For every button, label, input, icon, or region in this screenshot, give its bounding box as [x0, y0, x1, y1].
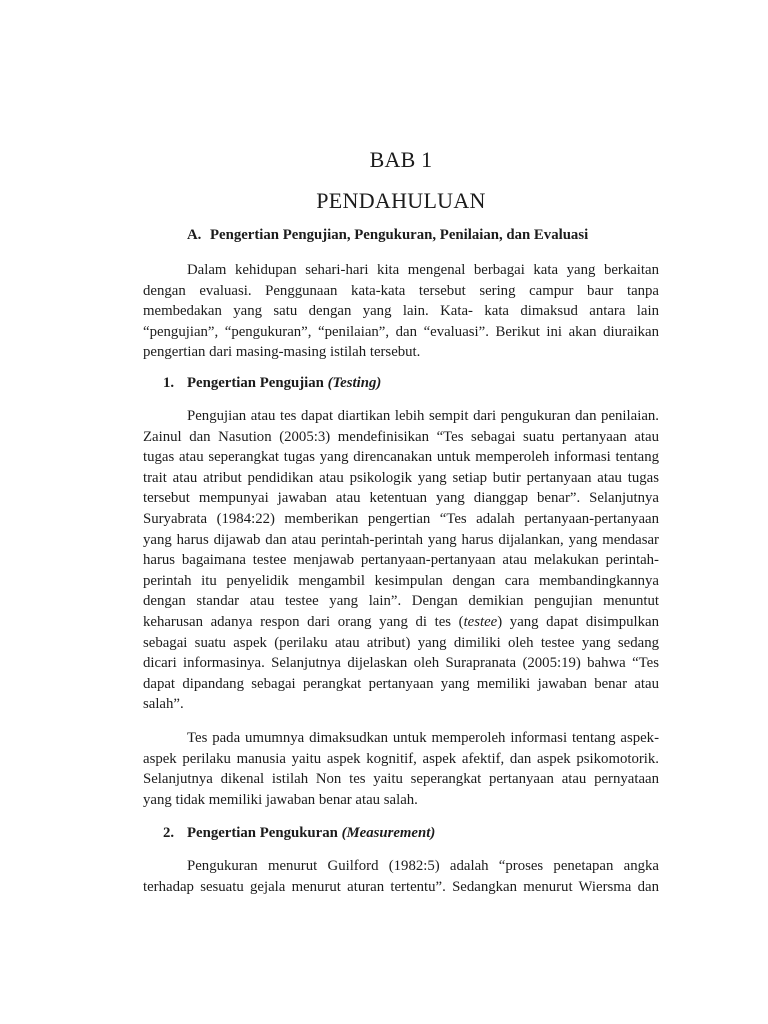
- text-line: tugas atau seperangkat tugas yang direncanakan untuk memperoleh informasi tentang: [143, 449, 659, 466]
- text-line: dengan standar atau testee yang lain”. Dengan demikian pengujian menuntut: [143, 593, 659, 610]
- text-line: terhadap sesuatu gejala menurut aturan tertentu”. Sedangkan menurut Wiersma dan: [143, 878, 659, 895]
- text-line: Tes pada umumnya dimaksudkan untuk memperoleh informasi tentang aspek-: [187, 730, 659, 746]
- text-line: dengan evaluasi. Penggunaan kata-kata tersebut sering campur baur tanpa: [143, 282, 659, 299]
- text-segment: ) yang dapat disimpulkan: [497, 613, 659, 630]
- subsection-title: [187, 373, 381, 394]
- text-line: perintah itu penyelidik mengambil kesimpulan dengan cara membandingkannya: [143, 572, 659, 589]
- subsection-heading-testing: [143, 373, 659, 394]
- text-line: salah”.: [143, 696, 184, 713]
- text-line: tersebut mempunyai jawaban atau ketentuan yang dianggap benar”. Selanjutnya: [143, 490, 659, 507]
- text-line: Pengukuran menurut Guilford (1982:5) adalah “proses penetapan angka: [187, 858, 659, 874]
- text-line: Dalam kehidupan sehari-hari kita mengenal berbagai kata yang berkaitan: [187, 262, 659, 278]
- subsection-title-text: Pengertian Pengujian: [187, 375, 324, 391]
- text-line: Suryabrata (1984:22) memberikan pengertian “Tes adalah pertanyaan-pertanyaan: [143, 510, 659, 527]
- subsection-title-text: Pengertian Pengukuran: [187, 825, 338, 841]
- text-line: Selanjutnya dikenal istilah Non tes yaitu seperangkat pertanyaan atau pernyataan: [143, 771, 659, 788]
- text-line: sebagai suatu aspek (perilaku atau atribut) yang dimiliki oleh testee yang sedang: [143, 634, 659, 651]
- text-line: pengertian dari masing-masing istilah tersebut.: [143, 344, 421, 361]
- section-title: Pengertian Pengujian, Pengukuran, Penilaian, dan Evaluasi: [210, 227, 589, 243]
- text-line: dicari informasinya. Selanjutnya dijelaskan oleh Surapranata (2005:19) bahwa “Tes: [143, 655, 659, 672]
- subsection-marker: 1.: [163, 375, 175, 391]
- text-line: aspek perilaku manusia yaitu aspek kognitif, aspek afektif, dan aspek psikomotorik.: [143, 750, 659, 767]
- text-line: [143, 612, 659, 633]
- text-line: yang harus dijawab dan atau perintah-perintah yang harus dijalankan, yang mendasar: [143, 531, 659, 548]
- text-segment: keharusan adanya respon dari orang yang di tes (: [143, 613, 464, 630]
- text-line: Pengujian atau tes dapat diartikan lebih sempit dari pengukuran dan penilaian.: [187, 408, 659, 424]
- text-line: Zainul dan Nasution (2005:3) mendefinisikan “Tes sebagai suatu pertanyaan atau: [143, 428, 659, 445]
- section-heading-a: [143, 225, 659, 246]
- subsection-term: (Testing): [327, 375, 382, 391]
- paragraph-testing-definition: [143, 406, 659, 715]
- italic-term: testee: [463, 613, 498, 630]
- text-line: yang tidak memiliki jawaban benar atau salah.: [143, 791, 418, 808]
- paragraph-measurement-definition: [143, 856, 659, 897]
- subsection-heading-measurement: [143, 823, 659, 844]
- chapter-number: BAB 1: [369, 147, 433, 172]
- subsection-marker: 2.: [163, 825, 175, 841]
- text-line: trait atau atribut pendidikan atau psikologik yang setiap butir pertanyaan atau tugas: [143, 469, 659, 486]
- paragraph-intro: [143, 260, 659, 363]
- subsection-title: [187, 823, 435, 844]
- text-line: dapat dipandang sebagai perangkat pertanyaan yang memiliki jawaban benar atau: [143, 675, 659, 692]
- text-line: membedakan yang satu dengan yang lain. Kata- kata dimaksud antara lain: [143, 303, 659, 320]
- text-line: “pengujian”, “pengukuran”, “penilaian”, dan “evaluasi”. Berikut ini akan diuraikan: [143, 323, 659, 340]
- section-marker: A.: [187, 227, 202, 243]
- text-line: harus bagaimana testee menjawab pertanyaan-pertanyaan atau melakukan perintah-: [143, 552, 659, 569]
- paragraph-testing-aspects: [143, 728, 659, 810]
- chapter-title: PENDAHULUAN: [316, 188, 486, 213]
- subsection-term: (Measurement): [341, 825, 436, 841]
